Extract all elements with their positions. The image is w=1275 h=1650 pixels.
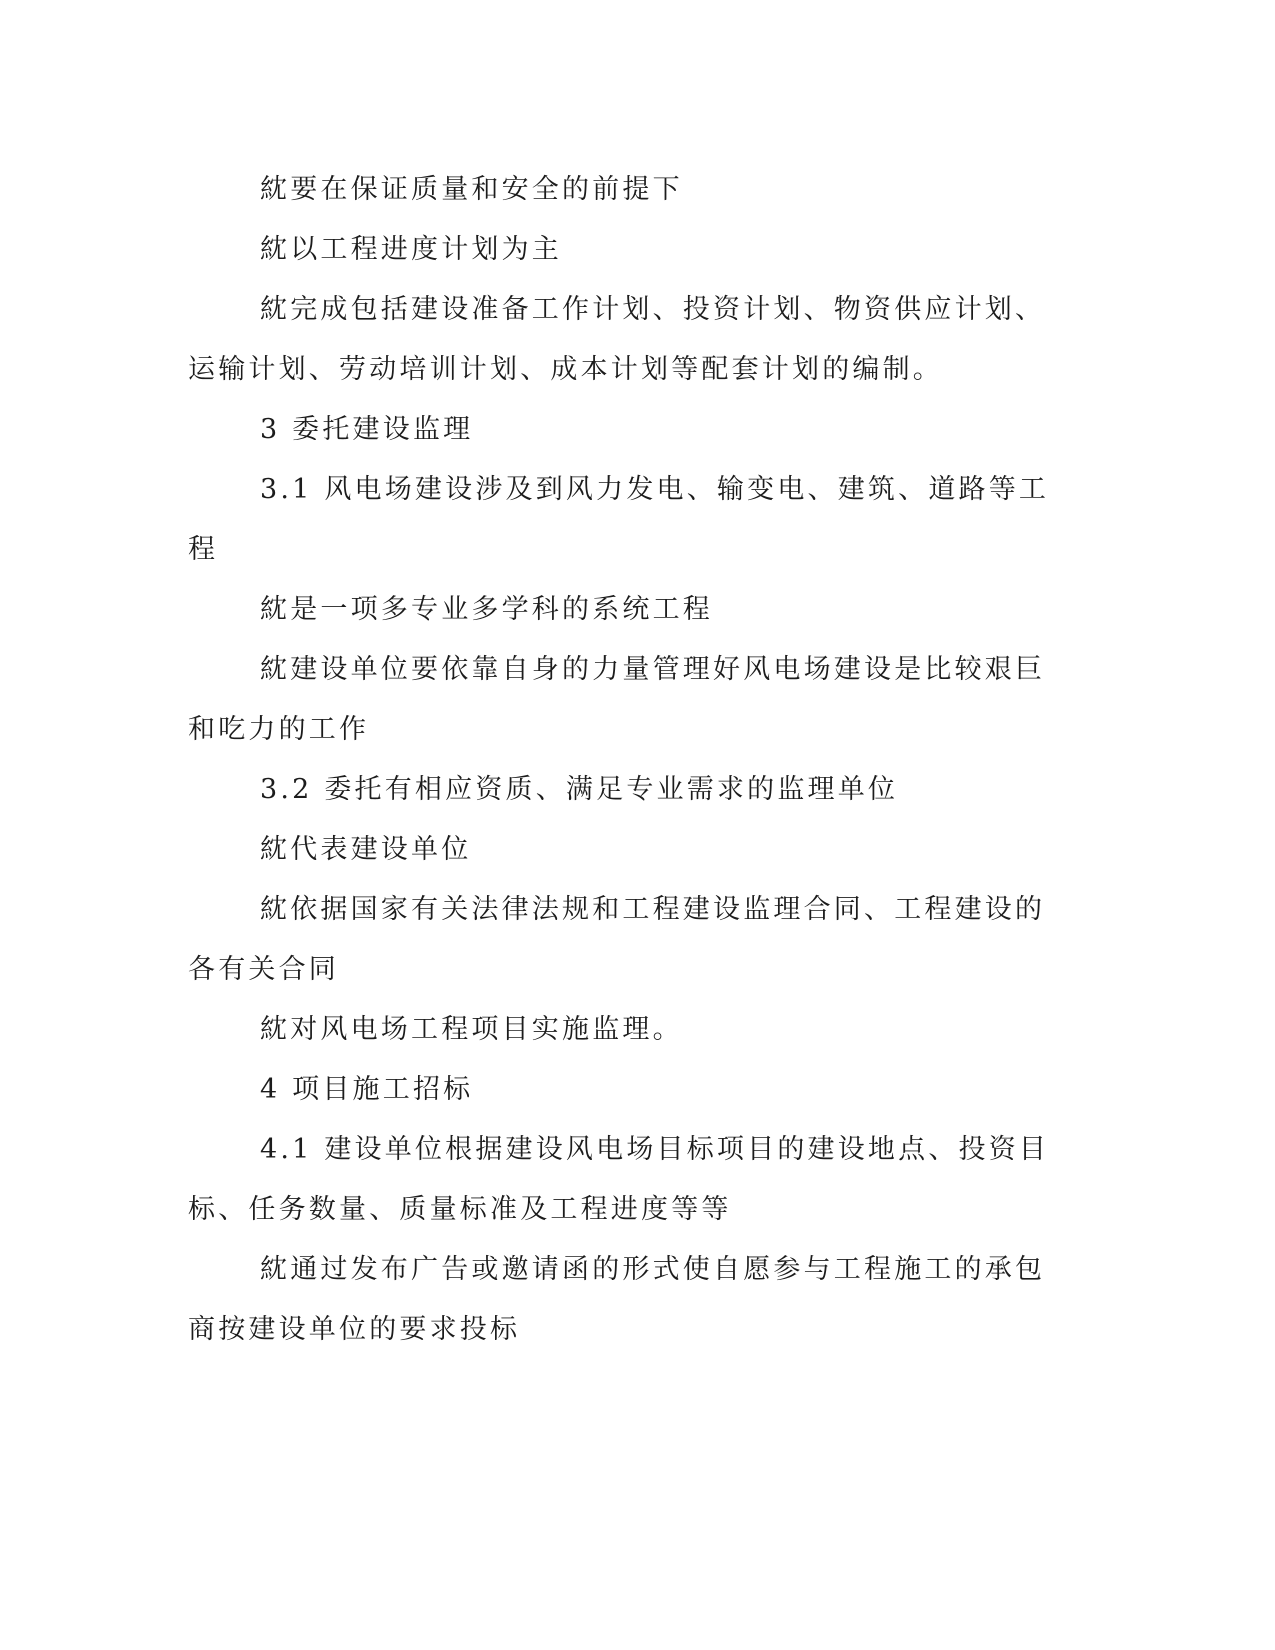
- paragraph-2: 紞以工程进度计划为主: [260, 234, 562, 265]
- section-heading-4: 4 项目施工招标: [260, 1074, 474, 1105]
- paragraph-9: 紞代表建设单位: [260, 834, 472, 865]
- paragraph-3-2: 3.2 委托有相应资质、满足专业需求的监理单位: [260, 774, 899, 805]
- paragraph-4-1: 4.1 建设单位根据建设风电场目标项目的建设地点、投资目标、任务数量、质量标准及工程进度等等: [188, 1134, 1050, 1225]
- paragraph-14: 紞通过发布广告或邀请函的形式使自愿参与工程施工的承包商按建设单位的要求投标: [188, 1254, 1046, 1345]
- paragraph-10: 紞依据国家有关法律法规和工程建设监理合同、工程建设的各有关合同: [188, 894, 1046, 985]
- paragraph-3-1: 3.1 风电场建设涉及到风力发电、输变电、建筑、道路等工程: [188, 474, 1050, 565]
- paragraph-1: 紞要在保证质量和安全的前提下: [260, 174, 683, 205]
- document-body: [188, 160, 1068, 1360]
- paragraph-6: 紞是一项多专业多学科的系统工程: [260, 594, 713, 625]
- section-heading-3: 3 委托建设监理: [260, 414, 474, 445]
- paragraph-7: 紞建设单位要依靠自身的力量管理好风电场建设是比较艰巨和吃力的工作: [188, 654, 1046, 745]
- paragraph-3: 紞完成包括建设准备工作计划、投资计划、物资供应计划、运输计划、劳动培训计划、成本计划等配套计划的编制。: [188, 294, 1046, 385]
- paragraph-11: 紞对风电场工程项目实施监理。: [260, 1014, 683, 1045]
